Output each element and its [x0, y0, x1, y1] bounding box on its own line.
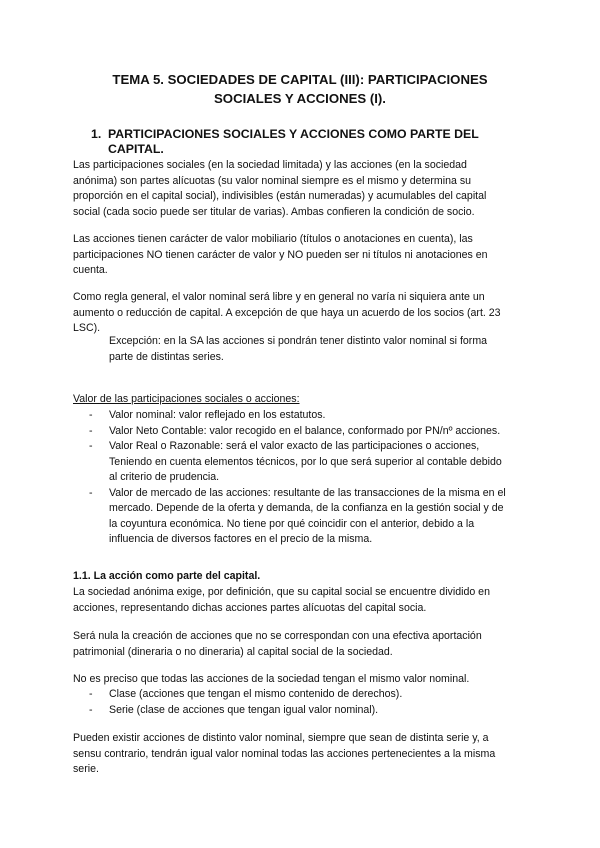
list-item — [73, 703, 543, 719]
text-line: anónima) son partes alícuotas (su valor nominal siempre es el mismo y determina su — [73, 174, 472, 187]
list-item — [73, 486, 543, 548]
text-line: Serie (clase de acciones que tengan igual valor nominal). — [109, 703, 379, 716]
text-line: No es preciso que todas las acciones de la sociedad tengan el mismo valor nominal. — [73, 673, 470, 685]
dash-bullet: - — [89, 486, 93, 499]
text-line: parte de distintas series. — [109, 350, 224, 363]
text-line: Excepción: en la SA las acciones si pondrán tener distinto valor nominal si forma — [109, 335, 488, 347]
dash-bullet: - — [89, 688, 93, 700]
text-line: Como regla general, el valor nominal será libre y en general no varía ni siquiera ante un — [73, 291, 485, 303]
section-heading-text — [108, 127, 508, 157]
text-line: al criterio de prudencia. — [109, 471, 220, 483]
text-line: la coyuntura económica. No tiene por qué coincidir con el anterior, debido a la — [109, 517, 475, 530]
list-item — [73, 408, 543, 424]
paragraph-nulidad — [73, 629, 543, 660]
text-line: Valor Real o Razonable: será el valor exacto de las participaciones o acciones, — [109, 440, 480, 452]
heading-line: CAPITAL. — [108, 142, 164, 156]
section-number: 1. — [91, 127, 102, 141]
paragraph-excepcion — [109, 334, 579, 365]
paragraph-valor-mobiliario — [73, 232, 543, 279]
clase-serie-list — [73, 687, 543, 718]
text-line: aumento o reducción de capital. A excepción de que haya un acuerdo de los socios (art. 23 — [73, 306, 501, 319]
text-line: LSC). — [73, 322, 101, 334]
text-line: proporción en el capital social), indivisibles (están numeradas) y acumulables del capital — [73, 190, 487, 202]
text-line: Valor Neto Contable: valor recogido en el balance, conformado por PN/nº acciones. — [109, 424, 501, 437]
text-line: Teniendo en cuenta elementos técnicos, por lo que será superior al contable debido — [109, 455, 502, 468]
text-line: Valor de mercado de las acciones: resultante de las transacciones de la misma en el — [109, 486, 506, 499]
dash-bullet: - — [89, 409, 93, 421]
text-line: 1.1. La acción como parte del capital. — [73, 570, 261, 582]
valor-section-heading — [73, 392, 543, 408]
list-item — [73, 424, 543, 440]
text-line: patrimonial (dineraria o no dineraria) al capital social de la sociedad. — [73, 645, 393, 658]
text-line: participaciones NO tienen carácter de valor y NO pueden ser ni títulos ni anotaciones en — [73, 248, 488, 261]
text-line: Valor de las participaciones sociales o acciones: — [73, 393, 300, 405]
text-line: Será nula la creación de acciones que no se correspondan con una efectiva aportación — [73, 630, 482, 642]
heading-line: PARTICIPACIONES SOCIALES Y ACCIONES COMO PARTE DEL — [108, 127, 479, 141]
text-line: Las acciones tienen carácter de valor mobiliario (títulos o anotaciones en cuenta), las — [73, 233, 473, 245]
paragraph-definition — [73, 158, 543, 220]
text-line: sensu contrario, tendrán igual valor nominal todas las acciones pertenecientes a la misma — [73, 747, 496, 760]
page-title — [80, 70, 520, 108]
text-line: La sociedad anónima exige, por definición, que su capital social se encuentre dividido en — [73, 586, 490, 598]
text-line: acciones, representando dichas acciones partes alícuotas del capital socia. — [73, 601, 427, 614]
text-line: mercado. Depende de la oferta y demanda, de la confianza en la gestión social y de — [109, 502, 504, 514]
text-line: Clase (acciones que tengan el mismo contenido de derechos). — [109, 688, 403, 700]
dash-bullet: - — [89, 440, 93, 452]
title-line: TEMA 5. SOCIEDADES DE CAPITAL (III): PARTICIPACIONES — [112, 72, 488, 87]
paragraph-sa-capital — [73, 585, 543, 616]
paragraph-series — [73, 731, 543, 778]
subsection-heading — [73, 569, 543, 585]
dash-bullet: - — [89, 703, 93, 716]
text-line: Valor nominal: valor reflejado en los estatutos. — [109, 409, 326, 421]
paragraph-valor-nominal — [73, 672, 543, 688]
title-line: SOCIALES Y ACCIONES (I). — [214, 91, 386, 106]
text-line: cuenta. — [73, 264, 108, 276]
text-line: serie. — [73, 763, 99, 775]
list-item — [73, 687, 543, 703]
list-item — [73, 439, 543, 486]
text-line: Pueden existir acciones de distinto valor nominal, siempre que sean de distinta serie y, a — [73, 732, 489, 744]
text-line: Las participaciones sociales (en la sociedad limitada) y las acciones (en la sociedad — [73, 159, 467, 171]
text-line: social (cada socio puede ser titular de varias). Ambas confieren la condición de socio. — [73, 205, 475, 218]
paragraph-regla-general — [73, 290, 543, 337]
valor-list — [73, 408, 543, 548]
text-line: influencia de diversos factores en el precio de la misma. — [109, 533, 373, 545]
dash-bullet: - — [89, 424, 93, 437]
